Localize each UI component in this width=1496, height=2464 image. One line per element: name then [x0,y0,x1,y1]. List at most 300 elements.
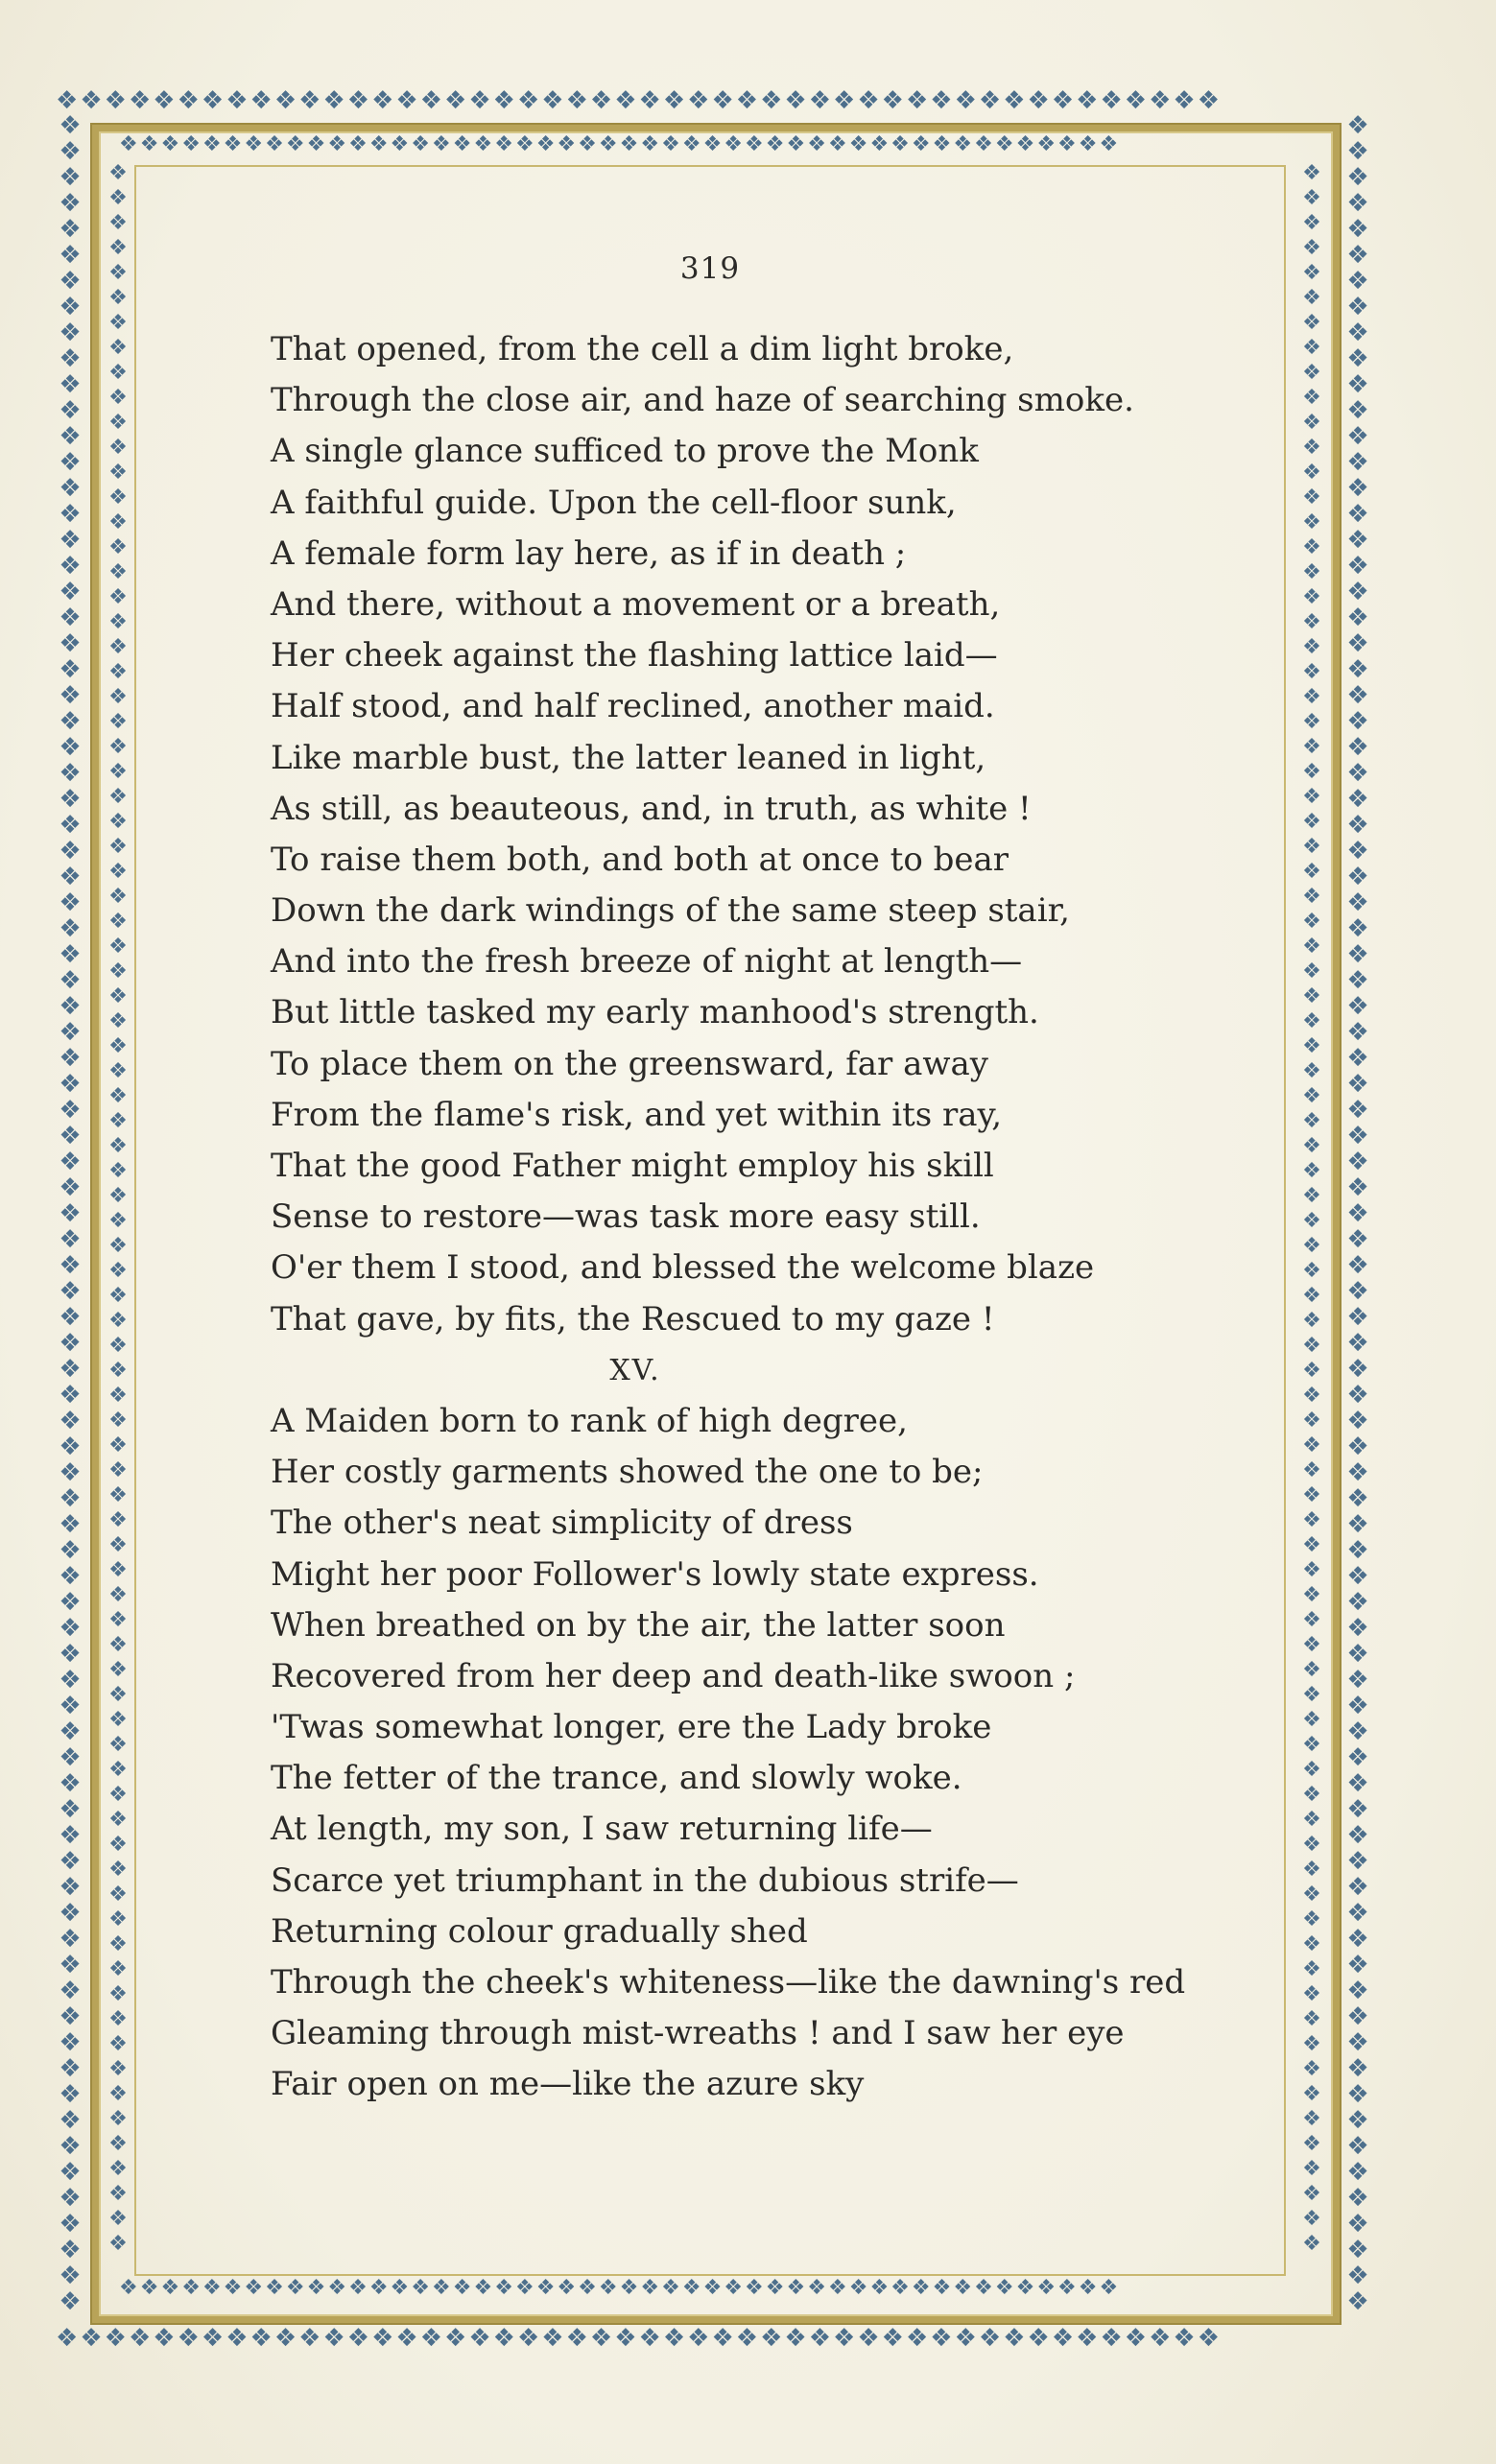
fleuron-icon: ❖ [108,1633,128,1657]
fleuron-icon: ❖ [432,134,453,156]
fleuron-icon: ❖ [1302,336,1321,360]
fleuron-icon: ❖ [108,1334,128,1358]
fleuron-icon: ❖ [1302,585,1321,609]
fleuron-icon: ❖ [1346,1925,1369,1954]
fleuron-icon: ❖ [953,134,975,156]
fleuron-icon: ❖ [1078,2278,1100,2300]
fleuron-icon: ❖ [1302,311,1321,335]
fleuron-icon: ❖ [1027,88,1052,115]
ornament-border-right [1343,113,1372,2330]
fleuron-icon: ❖ [1302,710,1321,734]
fleuron-icon: ❖ [419,88,444,115]
fleuron-icon: ❖ [108,236,128,260]
fleuron-icon: ❖ [953,2278,975,2300]
fleuron-icon: ❖ [1302,1808,1321,1832]
fleuron-icon: ❖ [108,1733,128,1757]
fleuron-icon: ❖ [557,2278,579,2300]
fleuron-icon: ❖ [1346,2132,1369,2161]
fleuron-icon: ❖ [541,88,566,115]
fleuron-icon: ❖ [1302,1009,1321,1033]
fleuron-icon: ❖ [516,88,542,115]
fleuron-icon: ❖ [348,2278,369,2300]
verse-line: Gleaming through mist-wreaths ! and I saw her eye [271,2014,1125,2053]
fleuron-icon: ❖ [119,2278,140,2300]
fleuron-icon: ❖ [1302,1483,1321,1507]
fleuron-icon: ❖ [226,2326,250,2353]
fleuron-icon: ❖ [108,336,128,360]
fleuron-icon: ❖ [565,2326,590,2353]
verse-line: A female form lay here, as if in death ; [271,533,907,573]
fleuron-icon: ❖ [640,134,662,156]
ornament-inner-left [104,161,132,2282]
fleuron-icon: ❖ [108,311,128,335]
fleuron-icon: ❖ [368,2278,391,2300]
verse-line: And into the fresh breeze of night at length— [271,942,1023,982]
verse-line: That the good Father might employ his skill [271,1147,994,1185]
fleuron-icon: ❖ [59,1640,82,1669]
fleuron-icon: ❖ [59,2054,82,2083]
fleuron-icon: ❖ [1149,2326,1174,2353]
fleuron-icon: ❖ [1346,215,1369,244]
fleuron-icon: ❖ [108,1433,128,1457]
fleuron-icon: ❖ [1302,1658,1321,1682]
fleuron-icon: ❖ [1302,1558,1321,1582]
fleuron-icon: ❖ [368,134,391,156]
fleuron-icon: ❖ [1346,1355,1369,1384]
fleuron-icon: ❖ [59,2132,82,2161]
fleuron-icon: ❖ [108,1608,128,1632]
fleuron-icon: ❖ [1346,1329,1369,1358]
fleuron-icon: ❖ [444,2326,469,2353]
fleuron-icon: ❖ [59,370,82,399]
fleuron-icon: ❖ [265,2278,286,2300]
fleuron-icon: ❖ [1302,1359,1321,1383]
fleuron-icon: ❖ [59,1743,82,1772]
fleuron-icon: ❖ [681,2278,703,2300]
fleuron-icon: ❖ [59,319,82,347]
fleuron-icon: ❖ [390,2278,412,2300]
fleuron-icon: ❖ [1346,863,1369,891]
fleuron-icon: ❖ [80,88,105,115]
fleuron-icon: ❖ [108,535,128,559]
fleuron-icon: ❖ [223,2278,245,2300]
ornament-border-left [56,113,84,2330]
fleuron-icon: ❖ [1346,241,1369,270]
ornament-inner-right [1297,161,1326,2282]
fleuron-icon: ❖ [59,2080,82,2109]
verse-line: A faithful guide. Upon the cell-floor sunk, [271,483,957,522]
fleuron-icon: ❖ [108,660,128,684]
fleuron-icon: ❖ [1057,134,1079,156]
fleuron-icon: ❖ [1302,1758,1321,1782]
fleuron-icon: ❖ [1302,1134,1321,1158]
fleuron-icon: ❖ [108,1508,128,1532]
fleuron-icon: ❖ [1051,2326,1077,2353]
fleuron-icon: ❖ [108,560,128,584]
fleuron-icon: ❖ [444,88,469,115]
fleuron-icon: ❖ [1302,2182,1321,2206]
fleuron-icon: ❖ [541,2326,566,2353]
fleuron-icon: ❖ [869,2278,891,2300]
fleuron-icon: ❖ [1302,1059,1321,1083]
fleuron-icon: ❖ [681,134,703,156]
verse-line: That gave, by fits, the Rescued to my gaze ! [271,1299,995,1339]
fleuron-icon: ❖ [59,1614,82,1643]
fleuron-icon: ❖ [249,2326,274,2353]
fleuron-icon: ❖ [59,1199,82,1228]
fleuron-icon: ❖ [108,860,128,884]
fleuron-icon: ❖ [578,134,599,156]
fleuron-icon: ❖ [59,629,82,658]
verse-line: To raise them both, and both at once to bear [271,840,1009,879]
fleuron-icon: ❖ [56,88,81,115]
fleuron-icon: ❖ [1346,422,1369,451]
fleuron-icon: ❖ [1302,1783,1321,1807]
fleuron-icon: ❖ [1346,629,1369,658]
fleuron-icon: ❖ [108,1009,128,1033]
fleuron-icon: ❖ [108,1833,128,1857]
fleuron-icon: ❖ [80,2326,105,2353]
fleuron-icon: ❖ [1302,386,1321,410]
fleuron-icon: ❖ [578,2278,599,2300]
fleuron-icon: ❖ [59,267,82,296]
fleuron-icon: ❖ [994,2278,1016,2300]
fleuron-icon: ❖ [1173,2326,1198,2353]
fleuron-icon: ❖ [1302,1883,1321,1907]
fleuron-icon: ❖ [1078,134,1100,156]
fleuron-icon: ❖ [59,707,82,736]
fleuron-icon: ❖ [59,293,82,321]
fleuron-icon: ❖ [1346,1044,1369,1073]
fleuron-icon: ❖ [59,2262,82,2290]
fleuron-icon: ❖ [1346,1122,1369,1150]
fleuron-icon: ❖ [327,2278,349,2300]
fleuron-icon: ❖ [1124,88,1150,115]
fleuron-icon: ❖ [108,510,128,534]
fleuron-icon: ❖ [59,1847,82,1876]
fleuron-icon: ❖ [1346,1899,1369,1928]
fleuron-icon: ❖ [108,585,128,609]
fleuron-icon: ❖ [1173,88,1198,115]
fleuron-icon: ❖ [1302,1433,1321,1457]
fleuron-icon: ❖ [994,134,1016,156]
fleuron-icon: ❖ [1346,1769,1369,1798]
fleuron-icon: ❖ [1346,733,1369,762]
fleuron-icon: ❖ [1346,1614,1369,1643]
fleuron-icon: ❖ [890,2278,912,2300]
fleuron-icon: ❖ [745,134,766,156]
fleuron-icon: ❖ [1302,1708,1321,1732]
fleuron-icon: ❖ [807,2278,828,2300]
fleuron-icon: ❖ [1346,552,1369,580]
fleuron-icon: ❖ [848,134,870,156]
fleuron-icon: ❖ [1346,940,1369,969]
fleuron-icon: ❖ [857,88,882,115]
fleuron-icon: ❖ [1302,1858,1321,1882]
fleuron-icon: ❖ [59,992,82,1021]
fleuron-icon: ❖ [1302,186,1321,210]
fleuron-icon: ❖ [108,1907,128,1931]
fleuron-icon: ❖ [108,1808,128,1832]
fleuron-icon: ❖ [59,940,82,969]
fleuron-icon: ❖ [514,134,536,156]
fleuron-icon: ❖ [1149,88,1174,115]
fleuron-icon: ❖ [59,966,82,995]
fleuron-icon: ❖ [1302,1982,1321,2006]
fleuron-icon: ❖ [59,759,82,788]
fleuron-icon: ❖ [1346,1821,1369,1850]
fleuron-icon: ❖ [452,2278,474,2300]
fleuron-icon: ❖ [1003,88,1028,115]
fleuron-icon: ❖ [59,2287,82,2316]
fleuron-icon: ❖ [1346,1692,1369,1720]
fleuron-icon: ❖ [1346,707,1369,736]
fleuron-icon: ❖ [1346,655,1369,684]
fleuron-icon: ❖ [974,2278,995,2300]
fleuron-icon: ❖ [452,134,474,156]
fleuron-icon: ❖ [1302,2207,1321,2231]
fleuron-icon: ❖ [833,2326,858,2353]
fleuron-icon: ❖ [1302,984,1321,1008]
fleuron-icon: ❖ [1036,134,1058,156]
fleuron-icon: ❖ [59,1977,82,2005]
fleuron-icon: ❖ [1302,286,1321,310]
fleuron-icon: ❖ [108,436,128,460]
fleuron-icon: ❖ [108,1109,128,1133]
fleuron-icon: ❖ [1302,1334,1321,1358]
verse-line: Recovered from her deep and death-like swoon ; [271,1656,1076,1695]
verse-line: Through the cheek's whiteness—like the dawning's red [271,1963,1186,2002]
fleuron-icon: ❖ [285,134,307,156]
fleuron-icon: ❖ [827,134,849,156]
fleuron-icon: ❖ [1346,1148,1369,1176]
fleuron-icon: ❖ [108,1034,128,1058]
verse-line: From the flame's risk, and yet within its ray, [271,1095,1003,1134]
fleuron-icon: ❖ [59,189,82,218]
fleuron-icon: ❖ [181,2278,202,2300]
fleuron-icon: ❖ [687,2326,712,2353]
fleuron-icon: ❖ [59,837,82,865]
fleuron-icon: ❖ [346,2326,372,2353]
fleuron-icon: ❖ [1346,474,1369,503]
fleuron-icon: ❖ [1346,1795,1369,1824]
fleuron-icon: ❖ [59,1562,82,1591]
fleuron-icon: ❖ [59,1355,82,1384]
fleuron-icon: ❖ [1302,161,1321,185]
fleuron-icon: ❖ [249,88,274,115]
fleuron-icon: ❖ [201,2326,226,2353]
fleuron-icon: ❖ [322,88,347,115]
fleuron-icon: ❖ [869,134,891,156]
fleuron-icon: ❖ [1302,560,1321,584]
fleuron-icon: ❖ [1346,2158,1369,2187]
fleuron-icon: ❖ [784,2326,809,2353]
fleuron-icon: ❖ [1346,1977,1369,2005]
verse-line: O'er them I stood, and blessed the welcome blaze [271,1248,1095,1288]
fleuron-icon: ❖ [1346,1562,1369,1591]
fleuron-icon: ❖ [1346,189,1369,218]
fleuron-icon: ❖ [1197,88,1222,115]
fleuron-icon: ❖ [473,134,495,156]
fleuron-icon: ❖ [273,88,299,115]
fleuron-icon: ❖ [1302,1109,1321,1133]
fleuron-icon: ❖ [1346,1381,1369,1410]
fleuron-icon: ❖ [638,2326,663,2353]
fleuron-icon: ❖ [59,811,82,840]
fleuron-icon: ❖ [760,88,785,115]
fleuron-icon: ❖ [1346,1433,1369,1461]
fleuron-icon: ❖ [59,733,82,762]
fleuron-icon: ❖ [104,2326,129,2353]
fleuron-icon: ❖ [1346,1536,1369,1565]
fleuron-icon: ❖ [1346,2236,1369,2264]
fleuron-icon: ❖ [760,2326,785,2353]
fleuron-icon: ❖ [59,1122,82,1150]
fleuron-icon: ❖ [59,1251,82,1280]
fleuron-icon: ❖ [108,1708,128,1732]
verse-line: Her cheek against the flashing lattice laid— [271,636,998,675]
fleuron-icon: ❖ [202,2278,224,2300]
fleuron-icon: ❖ [661,2278,682,2300]
verse-line: As still, as beauteous, and, in truth, as white ! [271,789,1032,828]
fleuron-icon: ❖ [371,88,396,115]
fleuron-icon: ❖ [59,888,82,917]
fleuron-icon: ❖ [765,134,787,156]
fleuron-icon: ❖ [59,2002,82,2031]
fleuron-icon: ❖ [702,134,724,156]
fleuron-icon: ❖ [1346,319,1369,347]
fleuron-icon: ❖ [932,134,954,156]
fleuron-icon: ❖ [139,2278,161,2300]
fleuron-icon: ❖ [59,1536,82,1565]
fleuron-icon: ❖ [1302,2007,1321,2031]
fleuron-icon: ❖ [954,88,979,115]
fleuron-icon: ❖ [108,1583,128,1607]
fleuron-icon: ❖ [59,1951,82,1979]
fleuron-icon: ❖ [104,88,129,115]
fleuron-icon: ❖ [1302,1234,1321,1258]
fleuron-icon: ❖ [160,134,182,156]
fleuron-icon: ❖ [59,1925,82,1954]
fleuron-icon: ❖ [1346,1251,1369,1280]
fleuron-icon: ❖ [1003,2326,1028,2353]
fleuron-icon: ❖ [765,2278,787,2300]
fleuron-icon: ❖ [59,2028,82,2057]
fleuron-icon: ❖ [59,241,82,270]
fleuron-icon: ❖ [153,2326,178,2353]
fleuron-icon: ❖ [1302,1384,1321,1408]
fleuron-icon: ❖ [1302,860,1321,884]
fleuron-icon: ❖ [687,88,712,115]
fleuron-icon: ❖ [56,2326,81,2353]
fleuron-icon: ❖ [306,2278,328,2300]
fleuron-icon: ❖ [1302,2082,1321,2106]
fleuron-icon: ❖ [108,1783,128,1807]
verse-line: At length, my son, I saw returning life— [271,1810,933,1849]
fleuron-icon: ❖ [411,134,433,156]
fleuron-icon: ❖ [395,88,420,115]
fleuron-icon: ❖ [346,88,372,115]
fleuron-icon: ❖ [1346,2210,1369,2239]
fleuron-icon: ❖ [661,134,682,156]
fleuron-icon: ❖ [1302,2232,1321,2256]
fleuron-icon: ❖ [1302,1583,1321,1607]
fleuron-icon: ❖ [1346,1173,1369,1202]
fleuron-icon: ❖ [905,2326,931,2353]
page-number: 319 [679,251,741,286]
fleuron-icon: ❖ [108,1234,128,1258]
fleuron-icon: ❖ [492,88,517,115]
ornament-border-top [56,88,1372,117]
fleuron-icon: ❖ [108,935,128,959]
fleuron-icon: ❖ [1346,1096,1369,1125]
verse-line: And there, without a movement or a breath, [271,584,1001,624]
verse-line: Through the close air, and haze of searching smoke. [271,381,1134,420]
fleuron-icon: ❖ [59,1407,82,1435]
fleuron-icon: ❖ [1027,2326,1052,2353]
fleuron-icon: ❖ [108,2107,128,2131]
verse-line: A single glance sufficed to prove the Monk [271,432,979,471]
fleuron-icon: ❖ [1302,1733,1321,1757]
fleuron-icon: ❖ [108,1309,128,1333]
fleuron-icon: ❖ [108,2157,128,2181]
fleuron-icon: ❖ [1346,1951,1369,1979]
fleuron-icon: ❖ [1346,526,1369,555]
fleuron-icon: ❖ [108,261,128,285]
fleuron-icon: ❖ [1100,2326,1125,2353]
fleuron-icon: ❖ [1302,1084,1321,1108]
fleuron-icon: ❖ [1346,2262,1369,2290]
fleuron-icon: ❖ [108,1284,128,1308]
fleuron-icon: ❖ [516,2326,542,2353]
fleuron-icon: ❖ [911,134,933,156]
fleuron-icon: ❖ [59,1692,82,1720]
fleuron-icon: ❖ [808,2326,833,2353]
fleuron-icon: ❖ [128,2326,154,2353]
fleuron-icon: ❖ [1302,1209,1321,1233]
fleuron-icon: ❖ [702,2278,724,2300]
fleuron-icon: ❖ [1346,1666,1369,1694]
fleuron-icon: ❖ [1099,134,1121,156]
fleuron-icon: ❖ [1302,1409,1321,1433]
fleuron-icon: ❖ [59,914,82,943]
verse-line: Her costly garments showed the one to be; [271,1453,984,1492]
fleuron-icon: ❖ [108,1858,128,1882]
fleuron-icon: ❖ [614,2326,639,2353]
fleuron-icon: ❖ [59,396,82,425]
fleuron-icon: ❖ [108,2082,128,2106]
fleuron-icon: ❖ [565,88,590,115]
fleuron-icon: ❖ [1302,236,1321,260]
verse-line: The fetter of the trance, and slowly woke. [271,1759,962,1798]
fleuron-icon: ❖ [419,2326,444,2353]
fleuron-icon: ❖ [108,1458,128,1482]
fleuron-icon: ❖ [59,215,82,244]
fleuron-icon: ❖ [833,88,858,115]
fleuron-icon: ❖ [1346,1510,1369,1539]
fleuron-icon: ❖ [108,1883,128,1907]
fleuron-icon: ❖ [1057,2278,1079,2300]
fleuron-icon: ❖ [108,161,128,185]
fleuron-icon: ❖ [108,1134,128,1158]
fleuron-icon: ❖ [1346,1847,1369,1876]
fleuron-icon: ❖ [978,2326,1004,2353]
fleuron-icon: ❖ [494,134,515,156]
fleuron-icon: ❖ [640,2278,662,2300]
fleuron-icon: ❖ [59,655,82,684]
fleuron-icon: ❖ [1302,535,1321,559]
fleuron-icon: ❖ [59,1329,82,1358]
